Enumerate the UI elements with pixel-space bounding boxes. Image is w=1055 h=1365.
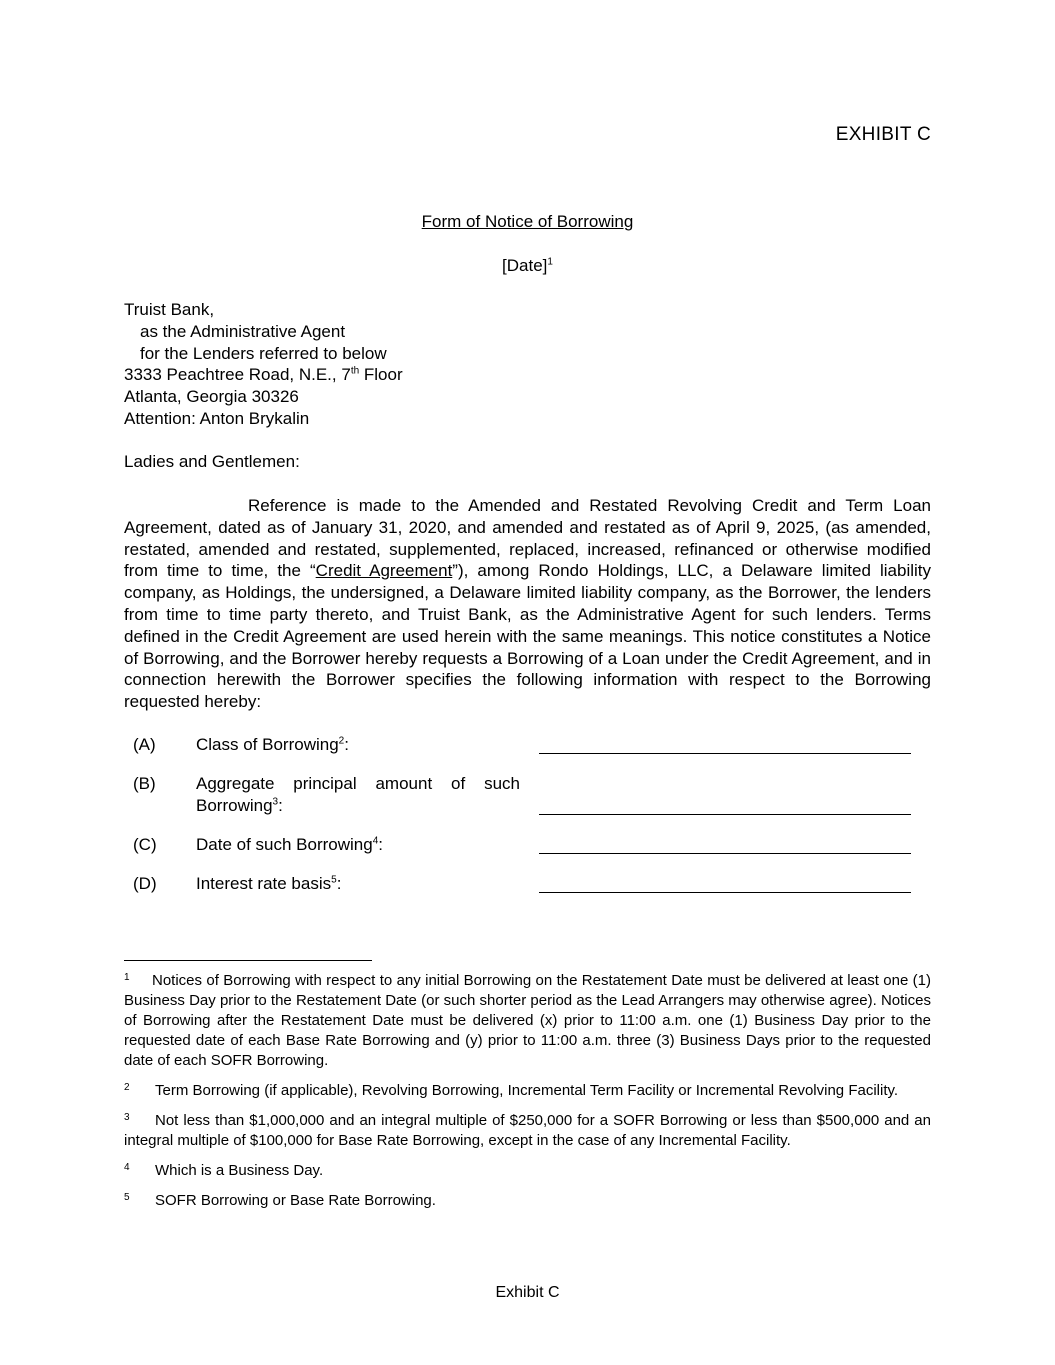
date-placeholder: [Date] bbox=[502, 256, 548, 275]
footnote-ref-2: 2 bbox=[338, 735, 345, 747]
footnote-separator bbox=[124, 960, 372, 961]
footnotes bbox=[124, 971, 931, 1221]
address-line-role: as the Administrative Agent bbox=[140, 321, 346, 341]
body-text-part2: ”), among Rondo Holdings, LLC, a Delaware limited liability company, as Holdings, the undersigned, a Delaware limited liability company, as the Borrower, the lenders from time to time party thereto, and Truist Bank, as the Administrative Agent for such lenders. Terms defined in the Credit Agreement are used herein with the same meanings. This notice constitutes a Notice of Borrowing, and the Borrower hereby requests a Borrowing of a Loan under the Credit Agreement, and in connection herewith the Borrower specifies the following information with respect to the Borrowing requested hereby: bbox=[124, 561, 931, 712]
floor-text: Floor bbox=[359, 365, 403, 385]
item-letter: (B) bbox=[133, 774, 156, 793]
footnote-ref-5: 5 bbox=[331, 874, 337, 886]
borrowing-item-a bbox=[124, 734, 931, 756]
item-letter: (D) bbox=[133, 874, 157, 893]
principal-amount-blank[interactable] bbox=[539, 814, 911, 815]
address-line-attention: Attention: Anton Brykalin bbox=[124, 408, 310, 428]
item-label-text: Interest rate basis bbox=[196, 874, 332, 893]
item-suffix: : bbox=[378, 835, 383, 854]
borrowing-item-c bbox=[124, 834, 931, 856]
address-line-bank: Truist Bank, bbox=[124, 300, 215, 319]
footnote-1: 1 Notices of Borrowing with respect to any initial Borrowing on the Restatement Date must be delivered at least one (1) Business Day prior to the Restatement Date (or such shorter period as the Lead Arrangers may otherwise agree). Notices of Borrowing after the Restatement Date must be delivered (x) prior to 11:00 a.m. one (1) Business Day prior to the requested date of each Base Rate Borrowing and (y) prior to 11:00 a.m. three (3) Business Days prior to the requested date of each SOFR Borrowing. bbox=[124, 972, 931, 1069]
class-of-borrowing-blank[interactable] bbox=[539, 753, 911, 754]
item-label-text: Date of such Borrowing bbox=[196, 835, 373, 854]
footnote-3: 3 Not less than $1,000,000 and an integral multiple of $250,000 for a SOFR Borrowing or less than $500,000 and an integral multiple of $100,000 for Base Rate Borrowing, except in the case of any Incremental Facility. bbox=[124, 1112, 931, 1149]
borrowing-item-d bbox=[124, 873, 931, 895]
date-line bbox=[0, 256, 1055, 276]
item-label bbox=[196, 873, 520, 895]
exhibit-header: EXHIBIT C bbox=[835, 124, 931, 145]
footnote-ref-1: 1 bbox=[547, 256, 553, 268]
footnote-text: Notices of Borrowing with respect to any initial Borrowing on the Restatement Date must be delivered at least one (1) Business Day prior to the Restatement Date (or such shorter period as the Lead Arrangers may otherwise agree). Notices of Borrowing after the Restatement Date must be delivered (x) prior to 11:00 a.m. one (1) Business Day prior to the requested date of each Base Rate Borrowing and (y) prior to 11:00 a.m. three (3) Business Days prior to the requested date of each SOFR Borrowing. bbox=[124, 972, 931, 1069]
item-letter: (A) bbox=[133, 735, 156, 754]
item-suffix: : bbox=[278, 796, 283, 815]
item-label-text: Class of Borrowing bbox=[196, 735, 339, 754]
defined-term-credit-agreement: Credit Agreement bbox=[315, 561, 453, 581]
body-text-part1: Reference is made to the Amended and Restated Revolving Credit and Term Loan Agreement, dated as of January 31, 2020, and amended and restated as of April 9, 2025, (as amended, restated, amended and restated, supplemented, replaced, increased, refinanced or otherwise modified from time to time, the “ bbox=[124, 496, 931, 581]
item-label bbox=[196, 773, 520, 817]
footnote-4: 4 Which is a Business Day. bbox=[124, 1162, 324, 1179]
borrowing-items bbox=[124, 734, 931, 912]
borrowing-date-blank[interactable] bbox=[539, 853, 911, 854]
item-letter: (C) bbox=[133, 835, 157, 854]
salutation: Ladies and Gentlemen: bbox=[124, 452, 300, 471]
footnote-ref-3: 3 bbox=[272, 796, 279, 808]
footnote-text: SOFR Borrowing or Base Rate Borrowing. bbox=[155, 1192, 436, 1209]
borrowing-item-b bbox=[124, 773, 931, 817]
address-line-city: Atlanta, Georgia 30326 bbox=[124, 387, 299, 407]
item-label bbox=[196, 834, 520, 856]
document-title bbox=[0, 212, 1055, 232]
footnote-text: Not less than $1,000,000 and an integral multiple of $250,000 for a SOFR Borrowing or less than $500,000 and an integral multiple of $100,000 for Base Rate Borrowing, except in the case of any Incremental Facility. bbox=[124, 1112, 931, 1149]
footnote-text: Term Borrowing (if applicable), Revolving Borrowing, Incremental Term Facility or Incremental Revolving Facility. bbox=[155, 1082, 899, 1099]
page-footer: Exhibit C bbox=[495, 1284, 560, 1301]
address-line-lenders: for the Lenders referred to below bbox=[140, 343, 387, 363]
body-paragraph bbox=[124, 495, 931, 713]
footnote-text: Which is a Business Day. bbox=[155, 1162, 324, 1179]
interest-rate-basis-blank[interactable] bbox=[539, 892, 911, 893]
item-label bbox=[196, 734, 520, 756]
item-suffix: : bbox=[336, 874, 342, 893]
address-line-street bbox=[124, 364, 403, 386]
addressee-block bbox=[124, 299, 403, 430]
footnote-2: 2 Term Borrowing (if applicable), Revolving Borrowing, Incremental Term Facility or Incremental Revolving Facility. bbox=[124, 1082, 899, 1099]
document-title-text: Form of Notice of Borrowing bbox=[421, 212, 634, 231]
item-suffix: : bbox=[344, 735, 349, 754]
floor-ordinal: th bbox=[350, 365, 360, 377]
footnote-ref-4: 4 bbox=[372, 835, 379, 847]
item-label-text: Aggregate principal amount of such Borrowing bbox=[196, 774, 520, 815]
street-text: 3333 Peachtree Road, N.E., 7 bbox=[124, 365, 351, 385]
footnote-5: 5 SOFR Borrowing or Base Rate Borrowing. bbox=[124, 1192, 436, 1209]
